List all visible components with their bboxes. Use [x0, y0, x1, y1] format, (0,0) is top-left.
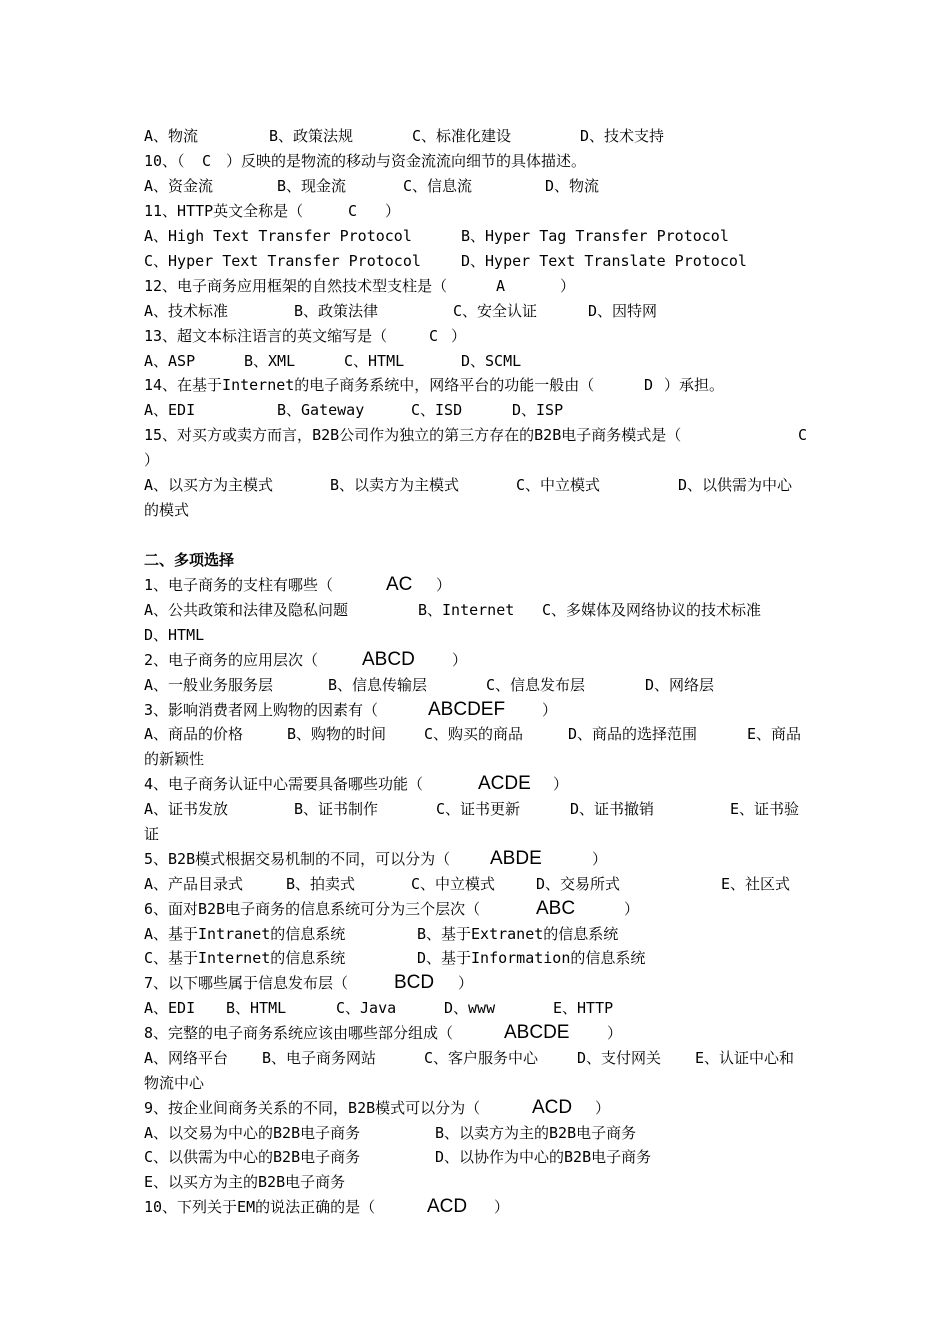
- option-wrap: 的新颖性: [144, 750, 205, 768]
- option: E、以买方为主的B2B电子商务: [144, 1173, 346, 1191]
- option: B、Internet: [418, 601, 515, 619]
- option: C、客户服务中心: [424, 1049, 539, 1067]
- question-prefix: 14、在基于Internet的电子商务系统中，网络平台的功能一般由（: [144, 376, 595, 394]
- question-text: 5、B2B模式根据交易机制的不同，可以分为（: [144, 850, 451, 868]
- question-prefix: 13、超文本标注语言的英文缩写是（: [144, 327, 388, 345]
- question-prefix: 11、HTTP英文全称是（: [144, 202, 304, 220]
- option: D、物流: [545, 177, 600, 195]
- option: B、信息传输层: [328, 676, 428, 694]
- option: A、EDI: [144, 401, 196, 419]
- answer: ACD: [532, 1097, 573, 1118]
- question-prefix: 12、电子商务应用框架的自然技术型支柱是（: [144, 277, 448, 295]
- option: C、多媒体及网络协议的技术标准: [542, 601, 762, 619]
- answer: BCD: [394, 972, 435, 993]
- question-prefix: 10、（: [144, 152, 185, 170]
- question-suffix: ）: [452, 651, 468, 669]
- option: B、Gateway: [277, 401, 365, 419]
- question-text: 1、电子商务的支柱有哪些（: [144, 576, 334, 594]
- option: C、证书更新: [436, 800, 521, 818]
- option: C、购买的商品: [424, 725, 524, 743]
- option: A、公共政策和法律及隐私问题: [144, 601, 349, 619]
- option: B、拍卖式: [286, 875, 356, 893]
- option: C、中立模式: [516, 476, 601, 494]
- question-suffix: ）: [542, 701, 558, 719]
- answer: AC: [386, 574, 413, 595]
- option: B、现金流: [277, 177, 347, 195]
- option: B、证书制作: [294, 800, 379, 818]
- option: E、社区式: [721, 875, 791, 893]
- answer: D: [644, 376, 654, 394]
- option: A、EDI: [144, 999, 196, 1017]
- option: D、ISP: [512, 401, 564, 419]
- option: A、以交易为中心的B2B电子商务: [144, 1124, 361, 1142]
- option: C、以供需为中心的B2B电子商务: [144, 1148, 361, 1166]
- option: A、网络平台: [144, 1049, 229, 1067]
- question-text: 8、完整的电子商务系统应该由哪些部分组成（: [144, 1024, 454, 1042]
- answer: C: [798, 426, 808, 444]
- question-text: 4、电子商务认证中心需要具备哪些功能（: [144, 775, 424, 793]
- answer: ABC: [536, 898, 576, 919]
- option: C、标准化建设: [412, 127, 512, 145]
- option: D、SCML: [461, 352, 522, 370]
- question-suffix: ）: [451, 327, 467, 345]
- option: A、High Text Transfer Protocol: [144, 227, 412, 245]
- question-suffix: ）: [553, 775, 569, 793]
- option: D、HTML: [144, 626, 205, 644]
- question-text: ）承担。: [664, 376, 725, 394]
- answer: ACDE: [478, 773, 531, 794]
- option: C、Hyper Text Transfer Protocol: [144, 252, 421, 270]
- option: E、认证中心和: [695, 1049, 795, 1067]
- option: E、商品: [747, 725, 802, 743]
- option: E、HTTP: [553, 999, 614, 1017]
- option: B、基于Extranet的信息系统: [417, 925, 619, 943]
- option: D、以协作为中心的B2B电子商务: [435, 1148, 652, 1166]
- option: C、安全认证: [453, 302, 538, 320]
- question-prefix: 15、对买方或卖方而言，B2B公司作为独立的第三方存在的B2B电子商务模式是（: [144, 426, 682, 444]
- option: A、商品的价格: [144, 725, 244, 743]
- option-wrap: 证: [144, 825, 160, 843]
- option: D、证书撤销: [570, 800, 655, 818]
- question-text: 7、以下哪些属于信息发布层（: [144, 974, 349, 992]
- option: C、信息流: [403, 177, 473, 195]
- option-wrap: 物流中心: [144, 1074, 205, 1092]
- option: D、商品的选择范围: [568, 725, 698, 743]
- answer: ACD: [427, 1196, 468, 1217]
- question-text: 6、面对B2B电子商务的信息系统可分为三个层次（: [144, 900, 481, 918]
- option: C、ISD: [411, 401, 463, 419]
- answer: ABDE: [490, 848, 542, 869]
- answer: C: [348, 202, 358, 220]
- option: B、政策法规: [269, 127, 354, 145]
- answer: ABCD: [362, 649, 415, 670]
- option: C、基于Internet的信息系统: [144, 949, 346, 967]
- question-suffix: ）: [560, 277, 576, 295]
- answer: A: [496, 277, 506, 295]
- answer: ABCDE: [504, 1022, 570, 1043]
- option: A、基于Intranet的信息系统: [144, 925, 346, 943]
- answer: ABCDEF: [428, 699, 506, 720]
- option: B、电子商务网站: [262, 1049, 377, 1067]
- option: B、以卖方为主模式: [330, 476, 460, 494]
- question-suffix: ）: [494, 1198, 510, 1216]
- option: A、ASP: [144, 352, 196, 370]
- option: D、交易所式: [536, 875, 621, 893]
- option: C、中立模式: [411, 875, 496, 893]
- option: A、技术标准: [144, 302, 229, 320]
- answer: C: [202, 152, 212, 170]
- option: D、技术支持: [580, 127, 665, 145]
- question-text: 2、电子商务的应用层次（: [144, 651, 319, 669]
- option: C、Java: [336, 999, 397, 1017]
- option: C、信息发布层: [486, 676, 586, 694]
- option: B、购物的时间: [287, 725, 387, 743]
- option: A、资金流: [144, 177, 214, 195]
- option: B、HTML: [226, 999, 287, 1017]
- question-suffix: ）: [595, 1099, 611, 1117]
- option: D、网络层: [645, 676, 715, 694]
- question-suffix: ）: [592, 850, 608, 868]
- question-suffix: ）: [458, 974, 474, 992]
- question-text: 10、下列关于EM的说法正确的是（: [144, 1198, 376, 1216]
- option: E、证书验: [730, 800, 800, 818]
- question-suffix: ）: [624, 900, 640, 918]
- option: D、因特网: [588, 302, 658, 320]
- question-suffix: ）: [385, 202, 401, 220]
- question-text: ）反映的是物流的移动与资金流流向细节的具体描述。: [226, 152, 587, 170]
- option: B、政策法律: [294, 302, 379, 320]
- question-suffix: ）: [607, 1024, 623, 1042]
- option: B、XML: [244, 352, 296, 370]
- question-text: 3、影响消费者网上购物的因素有（: [144, 701, 379, 719]
- option: D、基于Information的信息系统: [417, 949, 646, 967]
- option: B、以卖方为主的B2B电子商务: [435, 1124, 637, 1142]
- option-wrap: 的模式: [144, 501, 190, 519]
- option: A、以买方为主模式: [144, 476, 274, 494]
- option: C、HTML: [344, 352, 405, 370]
- answer: C: [429, 327, 439, 345]
- option: A、物流: [144, 127, 199, 145]
- option: D、以供需为中心: [678, 476, 793, 494]
- option: A、一般业务服务层: [144, 676, 274, 694]
- question-suffix: ）: [144, 451, 160, 469]
- option: D、Hyper Text Translate Protocol: [461, 252, 747, 270]
- option: A、产品目录式: [144, 875, 244, 893]
- question-text: 9、按企业间商务关系的不同，B2B模式可以分为（: [144, 1099, 481, 1117]
- section-heading-text: 二、多项选择: [144, 551, 235, 569]
- option: A、证书发放: [144, 800, 229, 818]
- option: D、www: [444, 999, 496, 1017]
- option: B、Hyper Tag Transfer Protocol: [461, 227, 729, 245]
- option: D、支付网关: [577, 1049, 662, 1067]
- question-suffix: ）: [436, 576, 452, 594]
